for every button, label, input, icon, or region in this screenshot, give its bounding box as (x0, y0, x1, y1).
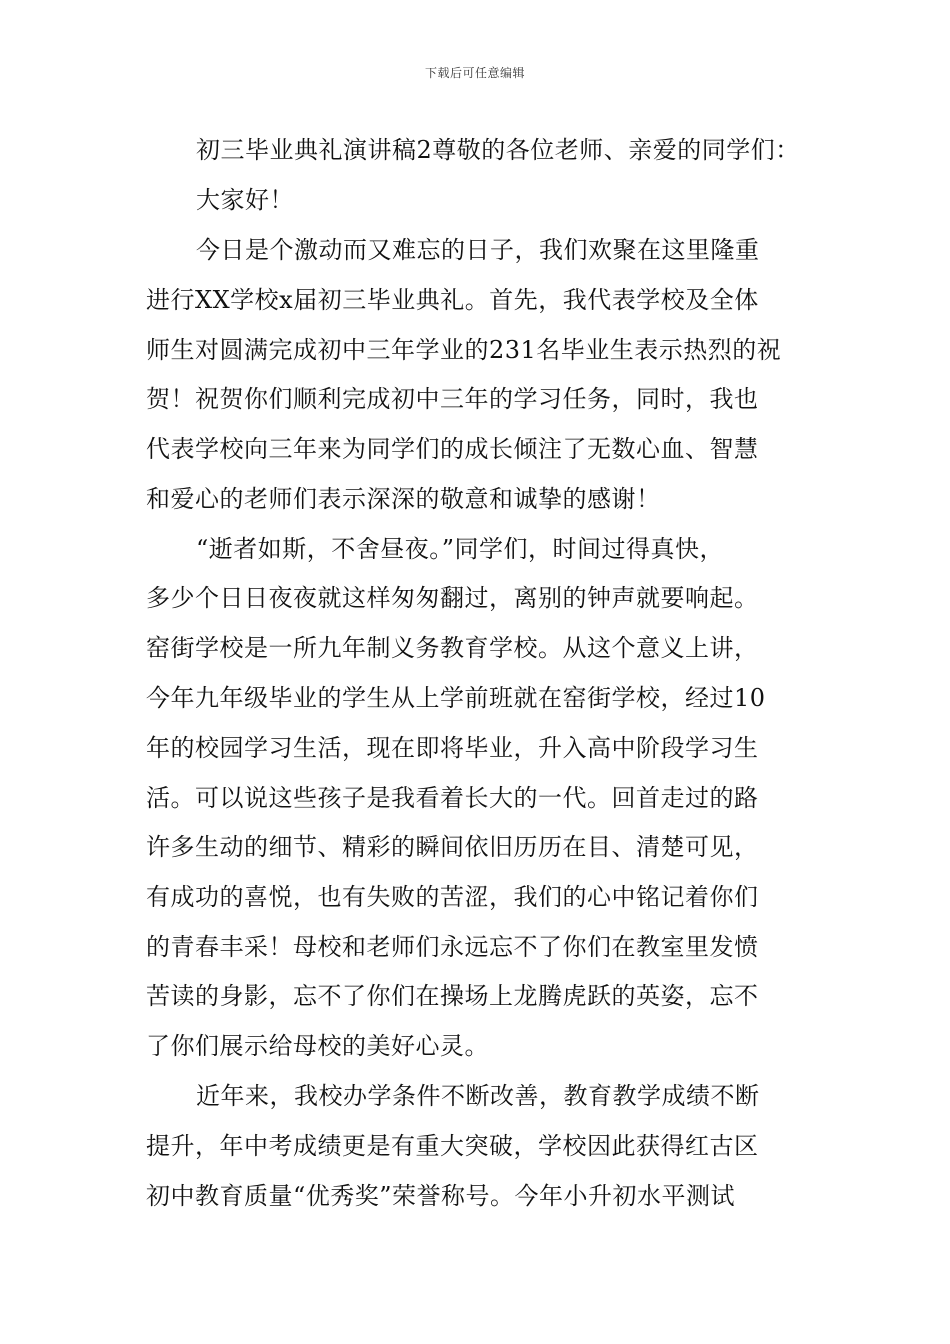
paragraph-line: 初中教育质量“优秀奖”荣誉称号。今年小升初水平测试 (146, 1182, 736, 1210)
paragraph-line: 师生对圆满完成初中三年学业的231名毕业生表示热烈的祝 (146, 336, 782, 364)
paragraph-line: 许多生动的细节、精彩的瞬间依旧历历在目、清楚可见， (146, 833, 759, 861)
paragraph-line: 有成功的喜悦，也有失败的苦涩，我们的心中铭记着你们 (146, 883, 759, 911)
paragraph-line: 大家好！ (196, 186, 294, 214)
paragraph-line: 今年九年级毕业的学生从上学前班就在窑街学校，经过10 (146, 684, 766, 712)
header-note: 下载后可任意编辑 (424, 66, 525, 80)
paragraph-line: 初三毕业典礼演讲稿2尊敬的各位老师、亲爱的同学们： (196, 136, 800, 164)
paragraph-line: 代表学校向三年来为同学们的成长倾注了无数心血、智慧 (146, 435, 759, 463)
paragraph-line: 活。可以说这些孩子是我看着长大的一代。回首走过的路 (146, 784, 759, 812)
paragraph-line: 窑街学校是一所九年制义务教育学校。从这个意义上讲， (146, 634, 759, 662)
paragraph-line: 进行XX学校x届初三毕业典礼。首先，我代表学校及全体 (146, 286, 759, 314)
paragraph-line: 提升，年中考成绩更是有重大突破，学校因此获得红古区 (146, 1132, 759, 1160)
paragraph-line: 贺！祝贺你们顺利完成初中三年的学习任务，同时，我也 (146, 385, 759, 413)
paragraph-line: 了你们展示给母校的美好心灵。 (146, 1032, 489, 1060)
paragraph-line: 近年来，我校办学条件不断改善，教育教学成绩不断 (196, 1082, 760, 1110)
paragraph-line: 和爱心的老师们表示深深的敬意和诚挚的感谢！ (146, 485, 661, 513)
paragraph-line: 今日是个激动而又难忘的日子，我们欢聚在这里隆重 (196, 236, 760, 264)
paragraph-line: 多少个日日夜夜就这样匆匆翻过，离别的钟声就要响起。 (146, 584, 759, 612)
paragraph-line: “逝者如斯，不舍昼夜。”同学们，时间过得真快， (196, 535, 725, 563)
paragraph-line: 的青春丰采！母校和老师们永远忘不了你们在教室里发愤 (146, 933, 759, 961)
paragraph-line: 年的校园学习生活，现在即将毕业，升入高中阶段学习生 (146, 734, 759, 762)
paragraph-line: 苦读的身影，忘不了你们在操场上龙腾虎跃的英姿，忘不 (146, 982, 759, 1010)
